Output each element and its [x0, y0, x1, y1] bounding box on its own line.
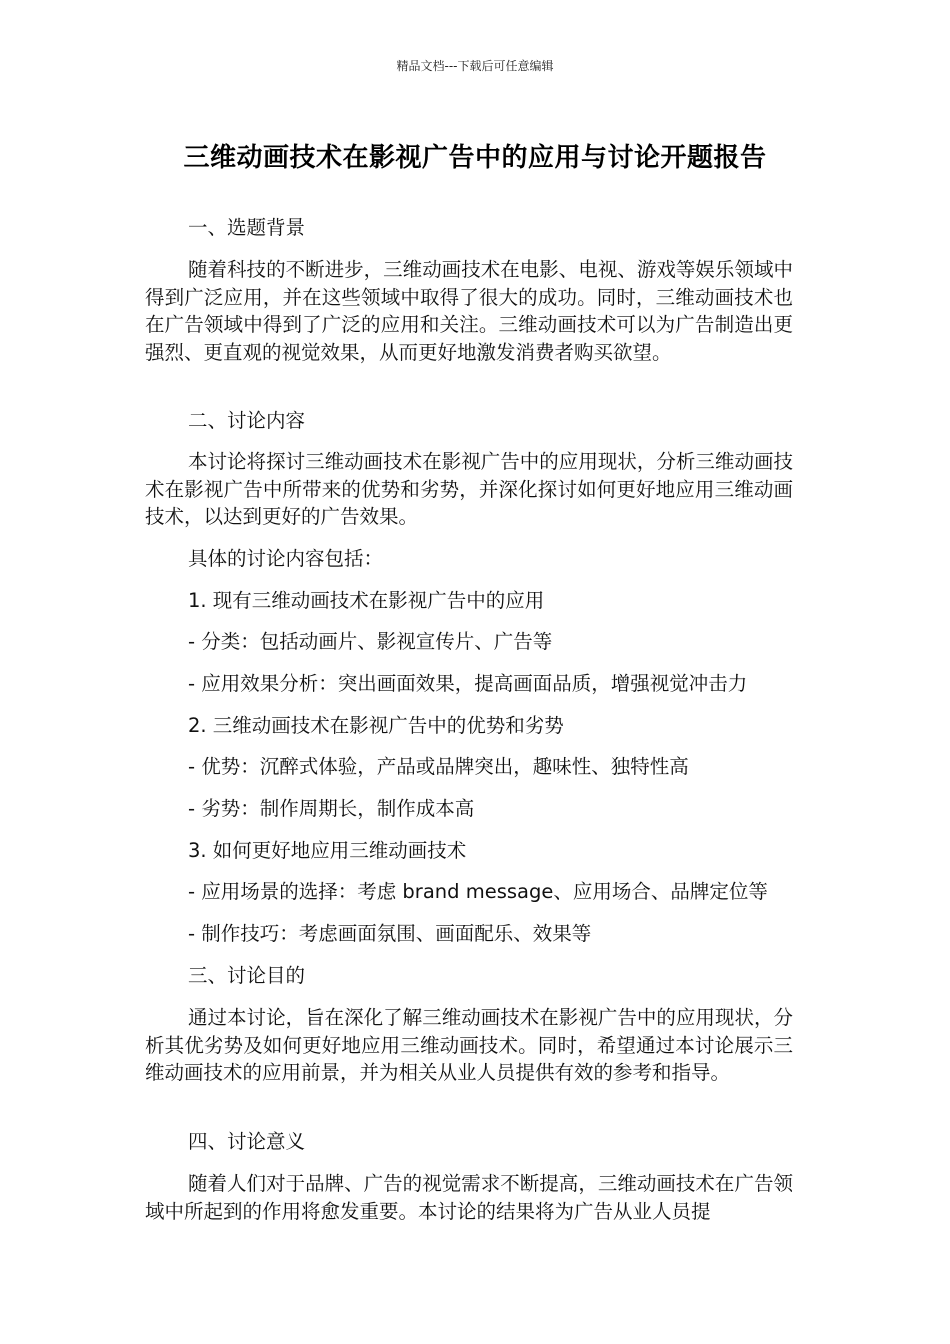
section-heading-background: 一、选题背景 [188, 216, 306, 239]
paragraph-purpose: 通过本讨论，旨在深化了解三维动画技术在影视广告中的应用现状，分析其优劣势及如何更好地应用三维动画技术。同时，希望通过本讨论展示三维动画技术的应用前景，并为相关从业人员提供有效的参考和指导。 [145, 1006, 793, 1084]
section-heading-content: 二、讨论内容 [188, 409, 306, 432]
list-item-3a: - 应用场景的选择：考虑 brand message、应用场合、品牌定位等 [188, 880, 768, 903]
content-intro: 具体的讨论内容包括： [188, 547, 384, 570]
document-title: 三维动画技术在影视广告中的应用与讨论开题报告 [183, 143, 767, 173]
paragraph-background: 随着科技的不断进步，三维动画技术在电影、电视、游戏等娱乐领域中得到广泛应用，并在这些领域中取得了很大的成功。同时，三维动画技术也在广告领域中得到了广泛的应用和关注。三维动画技术可以为广告制造出更强烈、更直观的视觉效果，从而更好地激发消费者购买欲望。 [145, 258, 793, 364]
paragraph-significance: 随着人们对于品牌、广告的视觉需求不断提高，三维动画技术在广告领域中所起到的作用将愈发重要。本讨论的结果将为广告从业人员提 [145, 1172, 793, 1223]
paragraph-content: 本讨论将探讨三维动画技术在影视广告中的应用现状，分析三维动画技术在影视广告中所带来的优势和劣势，并深化探讨如何更好地应用三维动画技术，以达到更好的广告效果。 [145, 450, 793, 528]
list-item-2-title: 2. 三维动画技术在影视广告中的优势和劣势 [188, 714, 564, 737]
list-item-1a: - 分类：包括动画片、影视宣传片、广告等 [188, 630, 553, 653]
list-item-2b: - 劣势：制作周期长，制作成本高 [188, 797, 475, 820]
list-item-2a: - 优势：沉醉式体验，产品或品牌突出，趣味性、独特性高 [188, 755, 689, 778]
list-item-1b: - 应用效果分析：突出画面效果，提高画面品质，增强视觉冲击力 [188, 672, 748, 695]
list-item-3-title: 3. 如何更好地应用三维动画技术 [188, 839, 467, 862]
section-heading-purpose: 三、讨论目的 [188, 964, 306, 987]
header-note: 精品文档---下载后可任意编辑 [396, 59, 554, 73]
section-heading-significance: 四、讨论意义 [188, 1130, 306, 1153]
list-item-1-title: 1. 现有三维动画技术在影视广告中的应用 [188, 589, 545, 612]
list-item-3b: - 制作技巧：考虑画面氛围、画面配乐、效果等 [188, 922, 592, 945]
